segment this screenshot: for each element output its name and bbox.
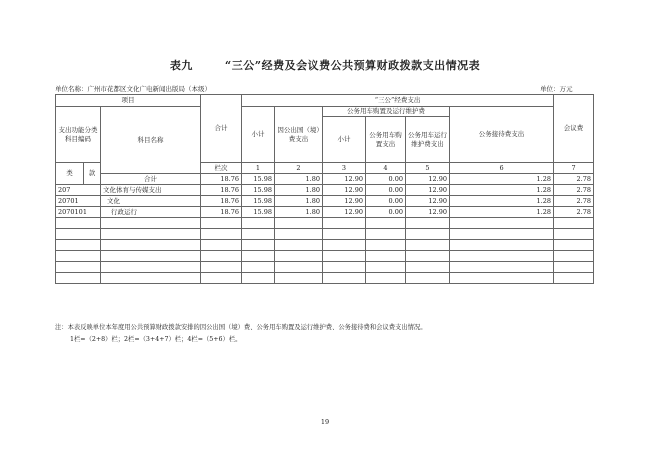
column-number: 2 xyxy=(275,163,323,174)
table-title-text: “三公”经费及会议费公共预算财政拨款支出情况表 xyxy=(224,59,481,72)
column-index-label: 栏次 xyxy=(201,163,242,174)
table-cell: 0.00 xyxy=(366,174,406,185)
column-number: 1 xyxy=(242,163,275,174)
header-vehicle-running: 公务用车运行维护费支出 xyxy=(406,117,450,163)
table-cell: 1.80 xyxy=(275,207,323,218)
table-cell: 1.28 xyxy=(450,174,554,185)
table-cell: 1.28 xyxy=(450,207,554,218)
table-cell: 0.00 xyxy=(366,185,406,196)
empty-row xyxy=(56,218,594,229)
header-row-1 xyxy=(56,95,594,107)
header-code-group: 支出功能分类科目编码 xyxy=(56,107,101,163)
table-cell: 1.80 xyxy=(275,185,323,196)
column-number: 6 xyxy=(450,163,554,174)
subject-name: 文化体育与传媒支出 xyxy=(101,185,201,196)
header-kuan: 款 xyxy=(84,163,101,185)
table-note: 注：本表反映单位本年度用公共预算财政拨款安排的因公出国（境）费、公务用车购置及运行维护费、公务接待费和会议费支出情况。 xyxy=(55,324,427,331)
table-cell: 0.00 xyxy=(366,196,406,207)
header-vehicle-subtotal: 小计 xyxy=(323,117,366,163)
unit-name: 单位名称：广州市花都区文化广电新闻出版局（本级） xyxy=(55,85,211,93)
column-number: 4 xyxy=(366,163,406,174)
total-row xyxy=(56,174,594,185)
empty-row xyxy=(56,229,594,240)
table-cell: 12.90 xyxy=(323,185,366,196)
column-number: 3 xyxy=(323,163,366,174)
table-cell: 15.98 xyxy=(242,185,275,196)
table-cell: 12.90 xyxy=(406,174,450,185)
table-cell: 2.78 xyxy=(554,196,594,207)
column-number: 7 xyxy=(554,163,594,174)
header-vehicle-purchase: 公务用车购置支出 xyxy=(366,117,406,163)
table-number: 表九 xyxy=(169,59,193,72)
table-cell: 1.80 xyxy=(275,196,323,207)
table-cell: 12.90 xyxy=(406,196,450,207)
page-number: 19 xyxy=(320,418,330,426)
header-project: 项目 xyxy=(56,95,201,107)
table-cell: 1.80 xyxy=(275,174,323,185)
subject-code: 2070101 xyxy=(56,207,101,218)
empty-row xyxy=(56,273,594,284)
table-cell: 18.76 xyxy=(201,196,242,207)
table-cell: 18.76 xyxy=(201,207,242,218)
header-total: 合计 xyxy=(201,95,242,163)
table-row xyxy=(56,207,594,218)
column-formula: 1栏=（2+8）栏；2栏=（3+4+7）栏；4栏=（5+6）栏。 xyxy=(70,336,242,343)
table-cell: 0.00 xyxy=(366,207,406,218)
table-cell: 12.90 xyxy=(406,207,450,218)
table-cell: 12.90 xyxy=(323,174,366,185)
total-label: 合计 xyxy=(101,174,201,185)
empty-row xyxy=(56,251,594,262)
header-reception: 公务接待费支出 xyxy=(450,107,554,163)
column-number: 5 xyxy=(406,163,450,174)
subject-code: 207 xyxy=(56,185,101,196)
header-abroad: 因公出国（境）费支出 xyxy=(275,107,323,163)
header-vehicle-group: 公务用车购置及运行维护费 xyxy=(323,107,450,117)
header-meeting: 会议费 xyxy=(554,95,594,163)
table-cell: 2.78 xyxy=(554,174,594,185)
table-cell: 2.78 xyxy=(554,185,594,196)
empty-row xyxy=(56,262,594,273)
empty-row xyxy=(56,240,594,251)
subject-name: 行政运行 xyxy=(101,207,201,218)
header-lei: 类 xyxy=(56,163,84,185)
table-cell: 1.28 xyxy=(450,196,554,207)
table-cell: 15.98 xyxy=(242,196,275,207)
header-subtotal: 小计 xyxy=(242,107,275,163)
table-cell: 1.28 xyxy=(450,185,554,196)
header-sangong: “三公”经费支出 xyxy=(242,95,554,107)
header-row-2 xyxy=(56,107,594,117)
table-cell: 15.98 xyxy=(242,207,275,218)
table-cell: 12.90 xyxy=(323,196,366,207)
table-cell: 15.98 xyxy=(242,174,275,185)
table-cell: 18.76 xyxy=(201,174,242,185)
table-cell: 2.78 xyxy=(554,207,594,218)
subject-code: 20701 xyxy=(56,196,101,207)
table-cell: 12.90 xyxy=(323,207,366,218)
table-cell: 12.90 xyxy=(406,185,450,196)
table-cell: 18.76 xyxy=(201,185,242,196)
table-row xyxy=(56,185,594,196)
header-subject-name: 科目名称 xyxy=(101,107,201,174)
expenditure-table xyxy=(55,94,594,284)
currency-unit: 单位：万元 xyxy=(540,85,573,93)
table-row xyxy=(56,196,594,207)
page-title xyxy=(0,57,650,73)
subject-name: 文化 xyxy=(101,196,201,207)
